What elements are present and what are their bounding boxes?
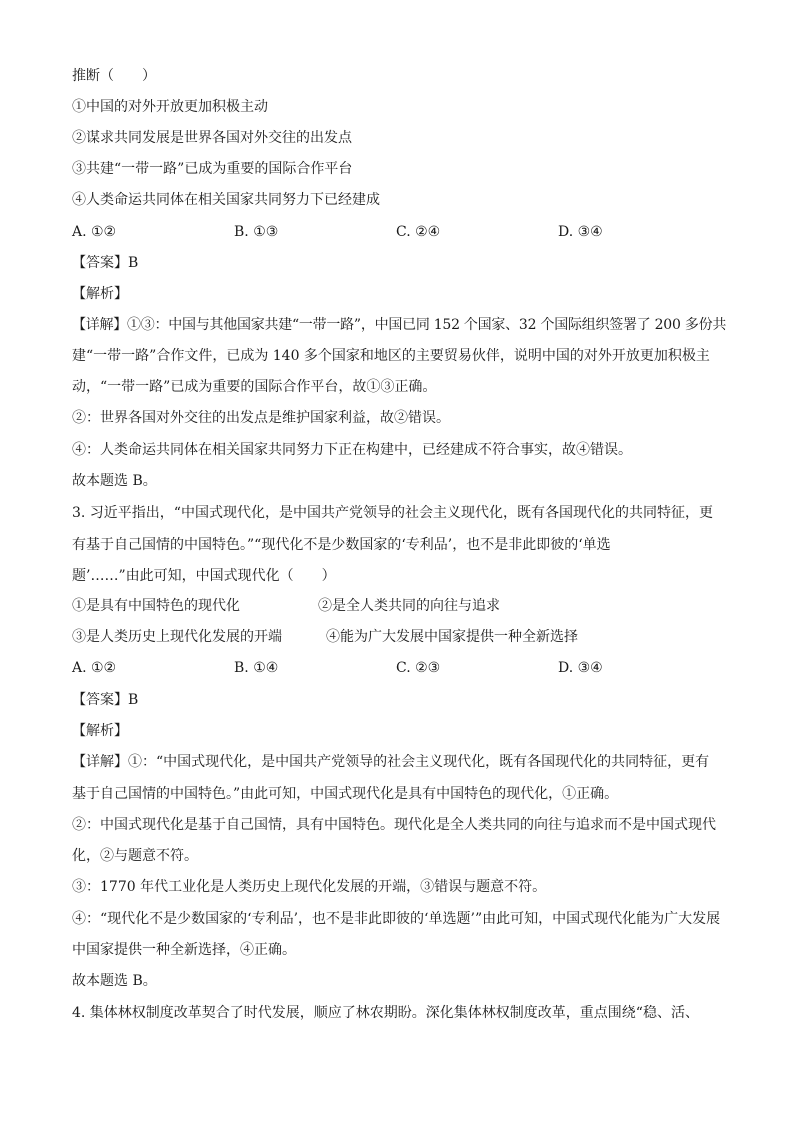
q2-option-d: D. ③④ <box>558 224 603 240</box>
q3-statement-1: ①是具有中国特色的现代化 <box>72 598 240 614</box>
q3-analysis-label: 【解析】 <box>72 723 128 739</box>
q2-statement-1: ①中国的对外开放更加积极主动 <box>72 99 268 115</box>
q2-detail-line-2: 建“一带一路”合作文件，已成为 140 多个国家和地区的主要贸易伙伴，说明中国的对外开放更加积极主 <box>72 348 710 364</box>
q2-option-c: C. ②④ <box>396 224 441 240</box>
q3-option-d: D. ③④ <box>558 660 603 676</box>
q3-stem-line-2: 有基于自己国情的中国特色。”“现代化不是少数国家的‘专利品’，也不是非此即彼的‘单选 <box>72 537 611 553</box>
q3-option-c: C. ②③ <box>396 660 441 676</box>
q3-statement-2: ②是全人类共同的向往与追求 <box>318 598 500 614</box>
q2-statement-4: ④人类命运共同体在相关国家共同努力下已经建成 <box>72 192 380 208</box>
q2-option-b: B. ①③ <box>234 224 279 240</box>
q2-detail-line-5: ④：人类命运共同体在相关国家共同努力下正在构建中，已经建成不符合事实，故④错误。 <box>72 442 632 458</box>
q2-statement-2: ②谋求共同发展是世界各国对外交往的出发点 <box>72 130 352 146</box>
q3-detail-line-6: ④：“现代化不是少数国家的‘专利品’，也不是非此即彼的‘单选题’”由此可知，中国式现代化能为广大发展 <box>72 911 721 927</box>
q2-stem-tail: 推断（ ） <box>72 68 156 84</box>
q3-conclusion: 故本题选 B。 <box>72 973 157 989</box>
q3-detail-line-7: 中国家提供一种全新选择，④正确。 <box>72 942 296 958</box>
q3-stem-line-3: 题’……”由此可知，中国式现代化（ ） <box>72 568 336 584</box>
q3-detail-line-4: 化，②与题意不符。 <box>72 848 198 864</box>
q2-detail-line-1: 【详解】①③：中国与其他国家共建“一带一路”，中国已同 152 个国家、32 个国际组织签署了 200 多份共 <box>72 317 727 333</box>
q3-detail-line-5: ③：1770 年代工业化是人类历史上现代化发展的开端，③错误与题意不符。 <box>72 879 547 895</box>
q4-stem-line-1: 4. 集体林权制度改革契合了时代发展，顺应了林农期盼。深化集体林权制度改革，重点围绕“稳、活、 <box>72 1005 699 1021</box>
q3-statement-3: ③是人类历史上现代化发展的开端 <box>72 629 282 645</box>
q3-statement-4: ④能为广大发展中国家提供一种全新选择 <box>326 629 578 645</box>
q2-answer: 【答案】B <box>72 255 139 271</box>
q2-detail-line-3: 动，“一带一路”已成为重要的国际合作平台，故①③正确。 <box>72 379 437 395</box>
q3-detail-line-3: ②：中国式现代化是基于自己国情，具有中国特色。现代化是全人类共同的向往与追求而不是中国式现代 <box>72 817 716 833</box>
q2-option-a: A. ①② <box>72 224 117 240</box>
q3-detail-line-2: 基于自己国情的中国特色。”由此可知，中国式现代化是具有中国特色的现代化，①正确。 <box>72 786 619 802</box>
q3-option-a: A. ①② <box>72 660 117 676</box>
q2-statement-3: ③共建“一带一路”已成为重要的国际合作平台 <box>72 161 353 177</box>
q3-answer: 【答案】B <box>72 692 139 708</box>
q3-stem-line-1: 3. 习近平指出，“中国式现代化，是中国共产党领导的社会主义现代化，既有各国现代化的共同特征，更 <box>72 505 713 521</box>
q2-conclusion: 故本题选 B。 <box>72 473 157 489</box>
q3-option-b: B. ①④ <box>234 660 279 676</box>
q2-analysis-label: 【解析】 <box>72 286 128 302</box>
q2-detail-line-4: ②：世界各国对外交往的出发点是维护国家利益，故②错误。 <box>72 410 450 426</box>
q3-detail-line-1: 【详解】①：“中国式现代化，是中国共产党领导的社会主义现代化，既有各国现代化的共同特征，更有 <box>72 754 710 770</box>
